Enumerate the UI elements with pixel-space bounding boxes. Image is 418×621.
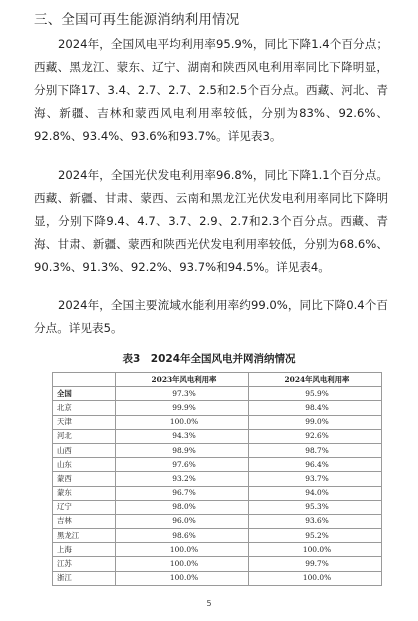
value-2024-cell: 93.7% [249,472,382,486]
table-row [53,557,382,571]
page-number: 5 [206,599,212,608]
header-region [53,373,116,387]
region-cell: 上海 [53,543,116,557]
paragraph-solar-power: 2024年，全国光伏发电利用率96.8%，同比下降1.1个百分点。西藏、新疆、甘肃、蒙西、云南和黑龙江光伏发电利用率同比下降明显，分别下降9.4、4.7、3.7、2.9、2.7和2.3个百分点。西藏、青海、甘肃、新疆、蒙西和陕西光伏发电利用率较低，分别为68.6%、90.3%、91.3%、92.2%、93.7%和94.5%。详见表4。 [34,168,388,274]
table-row [53,401,382,415]
value-2024-cell: 94.0% [249,486,382,500]
table-row [53,415,382,429]
region-cell: 山西 [53,443,116,457]
table-row [53,543,382,557]
value-2023-cell: 97.3% [116,387,249,401]
value-2024-cell: 93.6% [249,514,382,528]
value-2024-cell: 99.7% [249,557,382,571]
region-cell: 蒙西 [53,472,116,486]
value-2023-cell: 100.0% [116,415,249,429]
value-2023-cell: 100.0% [116,557,249,571]
table-row [53,472,382,486]
region-cell: 山东 [53,458,116,472]
region-cell: 辽宁 [53,500,116,514]
region-cell: 吉林 [53,514,116,528]
value-2024-cell: 95.9% [249,387,382,401]
region-cell: 河北 [53,429,116,443]
value-2023-cell: 99.9% [116,401,249,415]
table-row [53,443,382,457]
value-2023-cell: 93.2% [116,472,249,486]
value-2024-cell: 99.0% [249,415,382,429]
table-row [53,387,382,401]
region-cell: 江苏 [53,557,116,571]
paragraph-hydro-power: 2024年，全国主要流域水能利用率约99.0%，同比下降0.4个百分点。详见表5。 [34,298,388,335]
value-2023-cell: 96.7% [116,486,249,500]
section-heading: 三、全国可再生能源消纳利用情况 [34,12,240,28]
header-2023: 2023年风电利用率 [116,373,249,387]
value-2024-cell: 92.6% [249,429,382,443]
value-2024-cell: 95.2% [249,529,382,543]
region-cell: 全国 [53,387,116,401]
region-cell: 黑龙江 [53,529,116,543]
value-2023-cell: 97.6% [116,458,249,472]
value-2023-cell: 98.9% [116,443,249,457]
paragraph-wind-power: 2024年，全国风电平均利用率95.9%，同比下降1.4个百分点；西藏、黑龙江、蒙东、辽宁、湖南和陕西风电利用率同比下降明显，分别下降17、3.4、2.7、2.7、2.5和2.5个百分点。西藏、河北、青海、新疆、吉林和蒙西风电利用率较低，分别为83%、92.6%、92.8%、93.4%、93.6%和93.7%。详见表3。 [34,37,388,143]
value-2024-cell: 100.0% [249,571,382,585]
value-2024-cell: 96.4% [249,458,382,472]
value-2024-cell: 98.7% [249,443,382,457]
value-2024-cell: 100.0% [249,543,382,557]
table-row [53,486,382,500]
table-row [53,571,382,585]
region-cell: 蒙东 [53,486,116,500]
value-2023-cell: 96.0% [116,514,249,528]
table-caption: 表3 2024年全国风电并网消纳情况 [122,353,296,365]
table-row [53,529,382,543]
value-2023-cell: 100.0% [116,543,249,557]
value-2024-cell: 98.4% [249,401,382,415]
region-cell: 北京 [53,401,116,415]
value-2023-cell: 98.6% [116,529,249,543]
value-2024-cell: 95.3% [249,500,382,514]
table-header-row [53,373,382,387]
region-cell: 浙江 [53,571,116,585]
table-row [53,500,382,514]
value-2023-cell: 94.3% [116,429,249,443]
region-cell: 天津 [53,415,116,429]
value-2023-cell: 98.0% [116,500,249,514]
table-row [53,429,382,443]
wind-utilization-table [52,372,382,586]
header-2024: 2024年风电利用率 [249,373,382,387]
table-row [53,458,382,472]
value-2023-cell: 100.0% [116,571,249,585]
table-row [53,514,382,528]
